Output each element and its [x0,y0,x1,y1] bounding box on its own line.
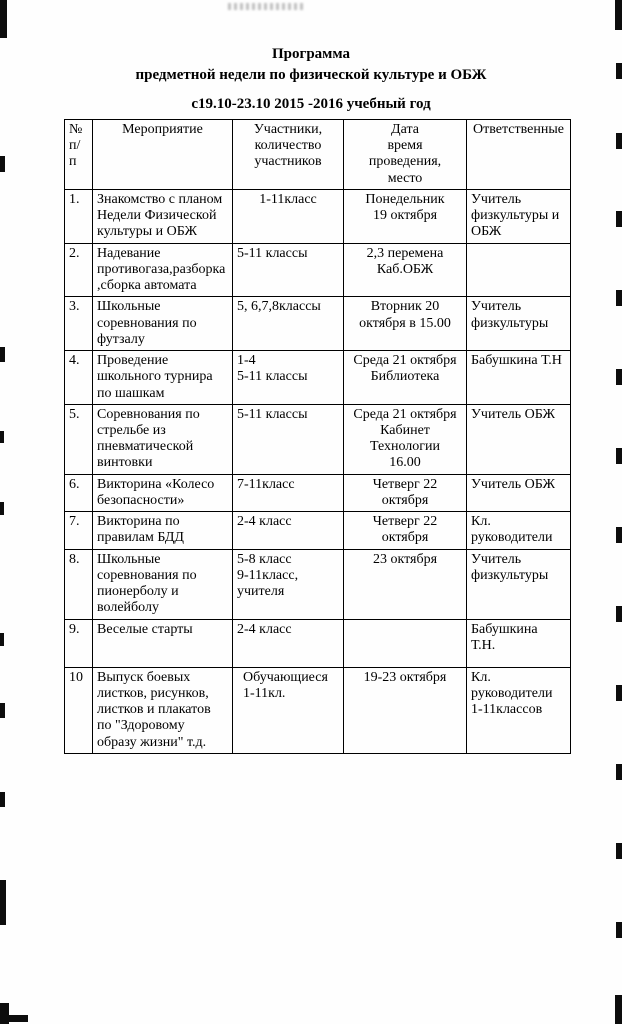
scan-artifact [616,527,622,543]
table-cell: Кл. руководители 1-11классов [467,667,571,753]
table-cell: 23 октября [344,549,467,619]
document-date-range: с19.10-23.10 2015 -2016 учебный год [191,96,431,112]
table-row [65,297,571,351]
table-cell: 2. [65,243,93,297]
table-cell: Викторина «Колесо безопасности» [93,474,233,511]
document-title-block [0,44,622,115]
table-cell: Викторина по правилам БДД [93,512,233,549]
scan-artifact [616,448,622,464]
scan-artifact [2,1015,28,1022]
table-cell: Надевание противогаза,разборка ,сборка автомата [93,243,233,297]
table-row [65,549,571,619]
scan-artifact [0,792,5,807]
table-cell: 7-11класс [233,474,344,511]
table-row [65,404,571,474]
table-cell: 1. [65,189,93,243]
column-header: № п/ п [65,120,93,190]
table-cell: 9. [65,619,93,667]
table-cell: Понедельник 19 октября [344,189,467,243]
table-cell: 5. [65,404,93,474]
table-cell [344,619,467,667]
document-subtitle: предметной недели по физической культуре и ОБЖ [135,67,487,83]
table-cell: Четверг 22 октября [344,512,467,549]
scan-artifact [616,133,622,149]
table-row [65,619,571,667]
table-cell: 8. [65,549,93,619]
table-cell: Школьные соревнования по футзалу [93,297,233,351]
table-cell: 5-11 классы [233,243,344,297]
scan-artifact [0,880,6,925]
table-cell: Кл. руководители [467,512,571,549]
scan-smudge [228,3,306,10]
table-body [65,189,571,753]
table-cell: Учитель ОБЖ [467,404,571,474]
scan-artifact [616,685,622,701]
table-cell: Знакомство с планом Недели Физической культуры и ОБЖ [93,189,233,243]
table-cell: 19-23 октября [344,667,467,753]
table-cell: Учитель физкультуры [467,297,571,351]
scan-artifact [0,703,5,718]
scan-artifact [616,369,622,385]
table-cell: Веселые старты [93,619,233,667]
table-cell: 5, 6,7,8классы [233,297,344,351]
table-cell: 7. [65,512,93,549]
column-header: Участники, количество участников [233,120,344,190]
table-cell: 5-11 классы [233,404,344,474]
table-row [65,667,571,753]
table-cell: Вторник 20 октября в 15.00 [344,297,467,351]
table-cell: 10 [65,667,93,753]
table-row [65,243,571,297]
table-row [65,351,571,405]
table-cell: Обучающиеся 1-11кл. [233,667,344,753]
table-cell: Бабушкина Т.Н [467,351,571,405]
table-cell: 4. [65,351,93,405]
table-cell: 1-4 5-11 классы [233,351,344,405]
scan-artifact [615,995,622,1024]
table-row [65,189,571,243]
table-cell: Среда 21 октября Библиотека [344,351,467,405]
table-header [65,120,571,190]
scan-artifact [0,0,7,38]
table-cell: 1-11класс [233,189,344,243]
scan-artifact [0,156,5,172]
table-cell: 2,3 перемена Каб.ОБЖ [344,243,467,297]
scan-artifact [0,431,4,443]
table-cell: Учитель ОБЖ [467,474,571,511]
scan-artifact [615,0,622,30]
scan-artifact [0,347,5,362]
scan-artifact [0,502,4,515]
program-table [64,119,571,754]
table-row [65,474,571,511]
table-cell: 2-4 класс [233,619,344,667]
table-cell: 5-8 класс 9-11класс, учителя [233,549,344,619]
column-header: Ответственные [467,120,571,190]
table-cell: Выпуск боевых листков, рисунков, листков и плакатов по "Здоровому образу жизни" т.д. [93,667,233,753]
table-cell: Бабушкина Т.Н. [467,619,571,667]
scan-artifact [616,764,622,780]
table-cell: Школьные соревнования по пионерболу и волейболу [93,549,233,619]
table-cell: 3. [65,297,93,351]
table-cell: Проведение школьного турнира по шашкам [93,351,233,405]
table-cell: Учитель физкультуры и ОБЖ [467,189,571,243]
table-cell: 2-4 класс [233,512,344,549]
scan-artifact [616,843,622,859]
table-cell: Среда 21 октября Кабинет Технологии 16.00 [344,404,467,474]
table-cell: Учитель физкультуры [467,549,571,619]
table-cell [467,243,571,297]
table-row [65,512,571,549]
document-title: Программа [272,46,350,62]
column-header: Мероприятие [93,120,233,190]
scan-artifact [616,290,622,306]
table-cell: 6. [65,474,93,511]
scan-artifact [0,633,4,646]
column-header: Дата время проведения, место [344,120,467,190]
scan-artifact [616,922,622,938]
scan-artifact [616,211,622,227]
table-header-row [65,120,571,190]
table-cell: Четверг 22 октября [344,474,467,511]
scan-artifact [616,606,622,622]
table-cell: Соревнования по стрельбе из пневматической винтовки [93,404,233,474]
